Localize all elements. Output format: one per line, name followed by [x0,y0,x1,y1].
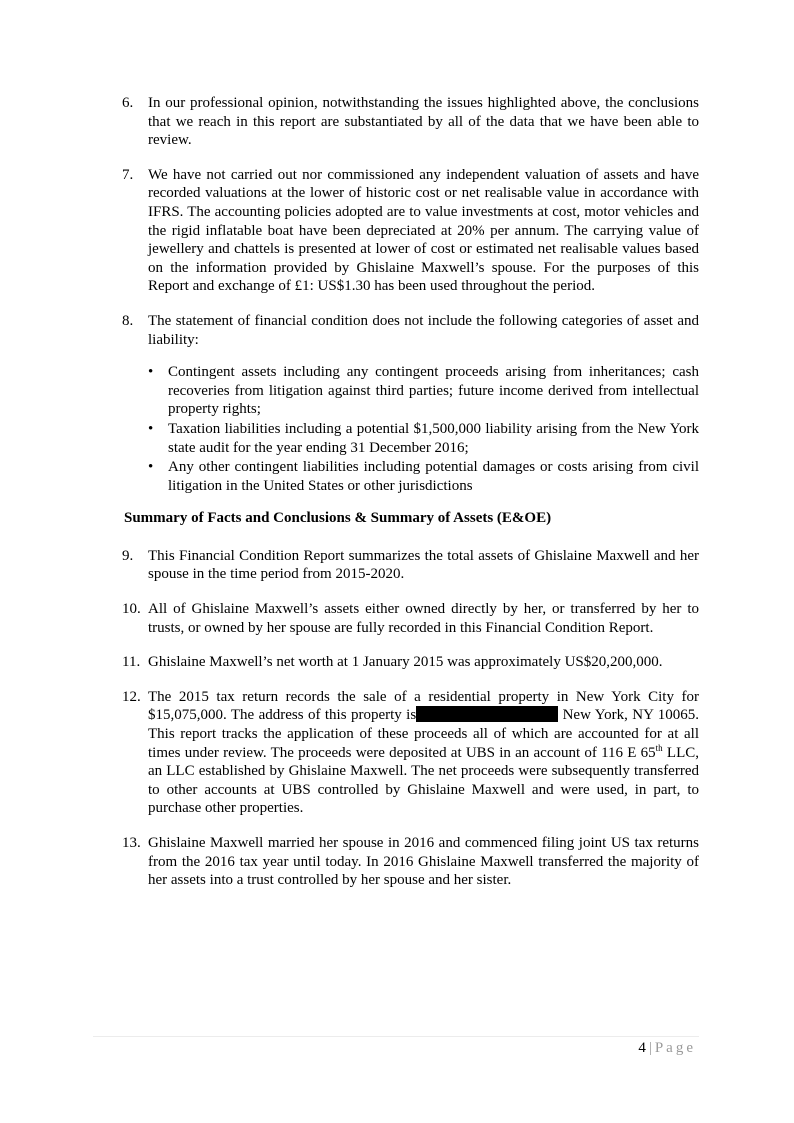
paragraph-text: This Financial Condition Report summarizes the total assets of Ghislaine Maxwell and her spouse in the time period from 2015-2020. [148,547,699,583]
page-footer [638,1039,696,1057]
paragraph-number: 10. [122,601,141,618]
list-item [148,458,699,495]
section-heading: Summary of Facts and Conclusions & Summary of Assets (E&OE) [124,510,552,527]
paragraph-number: 11. [122,654,141,671]
paragraph-text: Ghislaine Maxwell’s net worth at 1 January 2015 was approximately US$20,200,000. [148,654,663,671]
paragraph-6 [122,94,699,150]
paragraph-13 [122,834,699,890]
bullet-icon: • [148,364,154,381]
footer-separator: | [648,1040,652,1056]
list-item [148,363,699,419]
paragraph-text-part: The 2015 tax return records the sale of a residential property in New York City for $15,075,000. The address of this property is [148,688,699,724]
paragraph-number: 12. [122,688,141,705]
page-label: Page [654,1040,696,1056]
paragraph-text: The statement of financial condition does not include the following categories of asset and liability: [148,312,699,348]
list-item-text: Taxation liabilities including a potential $1,500,000 liability arising from the New York state audit for the year ending 31 December 2016; [168,420,699,456]
paragraph-text-part: New York, NY 10065. This report tracks the application of these proceeds all of which are accounted for at all times under review. The proceeds were deposited at UBS in an account of 116 E 65 [148,707,699,761]
paragraph-10 [122,600,699,637]
paragraph-text: In our professional opinion, notwithstanding the issues highlighted above, the conclusions that we reach in this report are substantiated by all of the data that we have been able to review. [148,95,699,149]
paragraph-number: 8. [122,312,134,329]
paragraph-12 [122,688,699,818]
paragraph-text: All of Ghislaine Maxwell’s assets either owned directly by her, or transferred by her to trusts, or owned by her spouse are fully recorded in this Financial Condition Report. [148,601,699,636]
footer-divider [93,1036,699,1037]
paragraph-9 [122,547,699,584]
paragraph-number: 13. [122,835,141,851]
paragraph-number: 6. [122,95,134,111]
paragraph-8 [122,312,699,349]
list-item-text: Contingent assets including any contingent proceeds arising from inheritances; cash recoveries from litigation against third parties; future income derived from intellectual property rights; [168,364,699,418]
paragraph-7 [122,166,699,296]
list-item [148,420,699,457]
paragraph-text [148,689,699,817]
page-number: 4 [638,1040,646,1056]
redaction-block [416,706,558,722]
paragraph-text: We have not carried out nor commissioned any independent valuation of assets and have recorded valuations at the lower of historic cost or net realisable value in accordance with IFRS. The accounting policies adopted are to value investments at cost, motor vehicles and the rigid inflatable boat have been depreciated at 20% per annum. The carrying value of jewellery and chattels is presented at lower of cost or estimated net realisable values based on the information provided by Ghislaine Maxwell’s spouse. For the purposes of this Report and exchange of £1: US$1.30 has been used throughout the period. [148,166,699,295]
document-body [122,94,699,906]
list-item-text: Any other contingent liabilities including potential damages or costs arising from civil litigation in the United States or other jurisdictions [168,459,699,494]
bullet-icon: • [148,420,154,437]
bullet-icon: • [148,459,154,476]
paragraph-number: 7. [122,166,134,183]
superscript: th [655,742,663,753]
paragraph-text: Ghislaine Maxwell married her spouse in 2016 and commenced filing joint US tax returns from the 2016 tax year until today. In 2016 Ghislaine Maxwell transferred the majority of her assets into a trust controlled by her spouse and her sister. [148,835,699,889]
paragraph-number: 9. [122,547,134,564]
paragraph-11 [122,653,699,672]
paragraph-text-part: LLC, an LLC established by Ghislaine Maxwell. The net proceeds were subsequently transferred to other accounts at UBS controlled by Ghislaine Maxwell and were used, in part, to purchase other properties. [148,744,699,817]
exclusions-list [148,363,699,495]
